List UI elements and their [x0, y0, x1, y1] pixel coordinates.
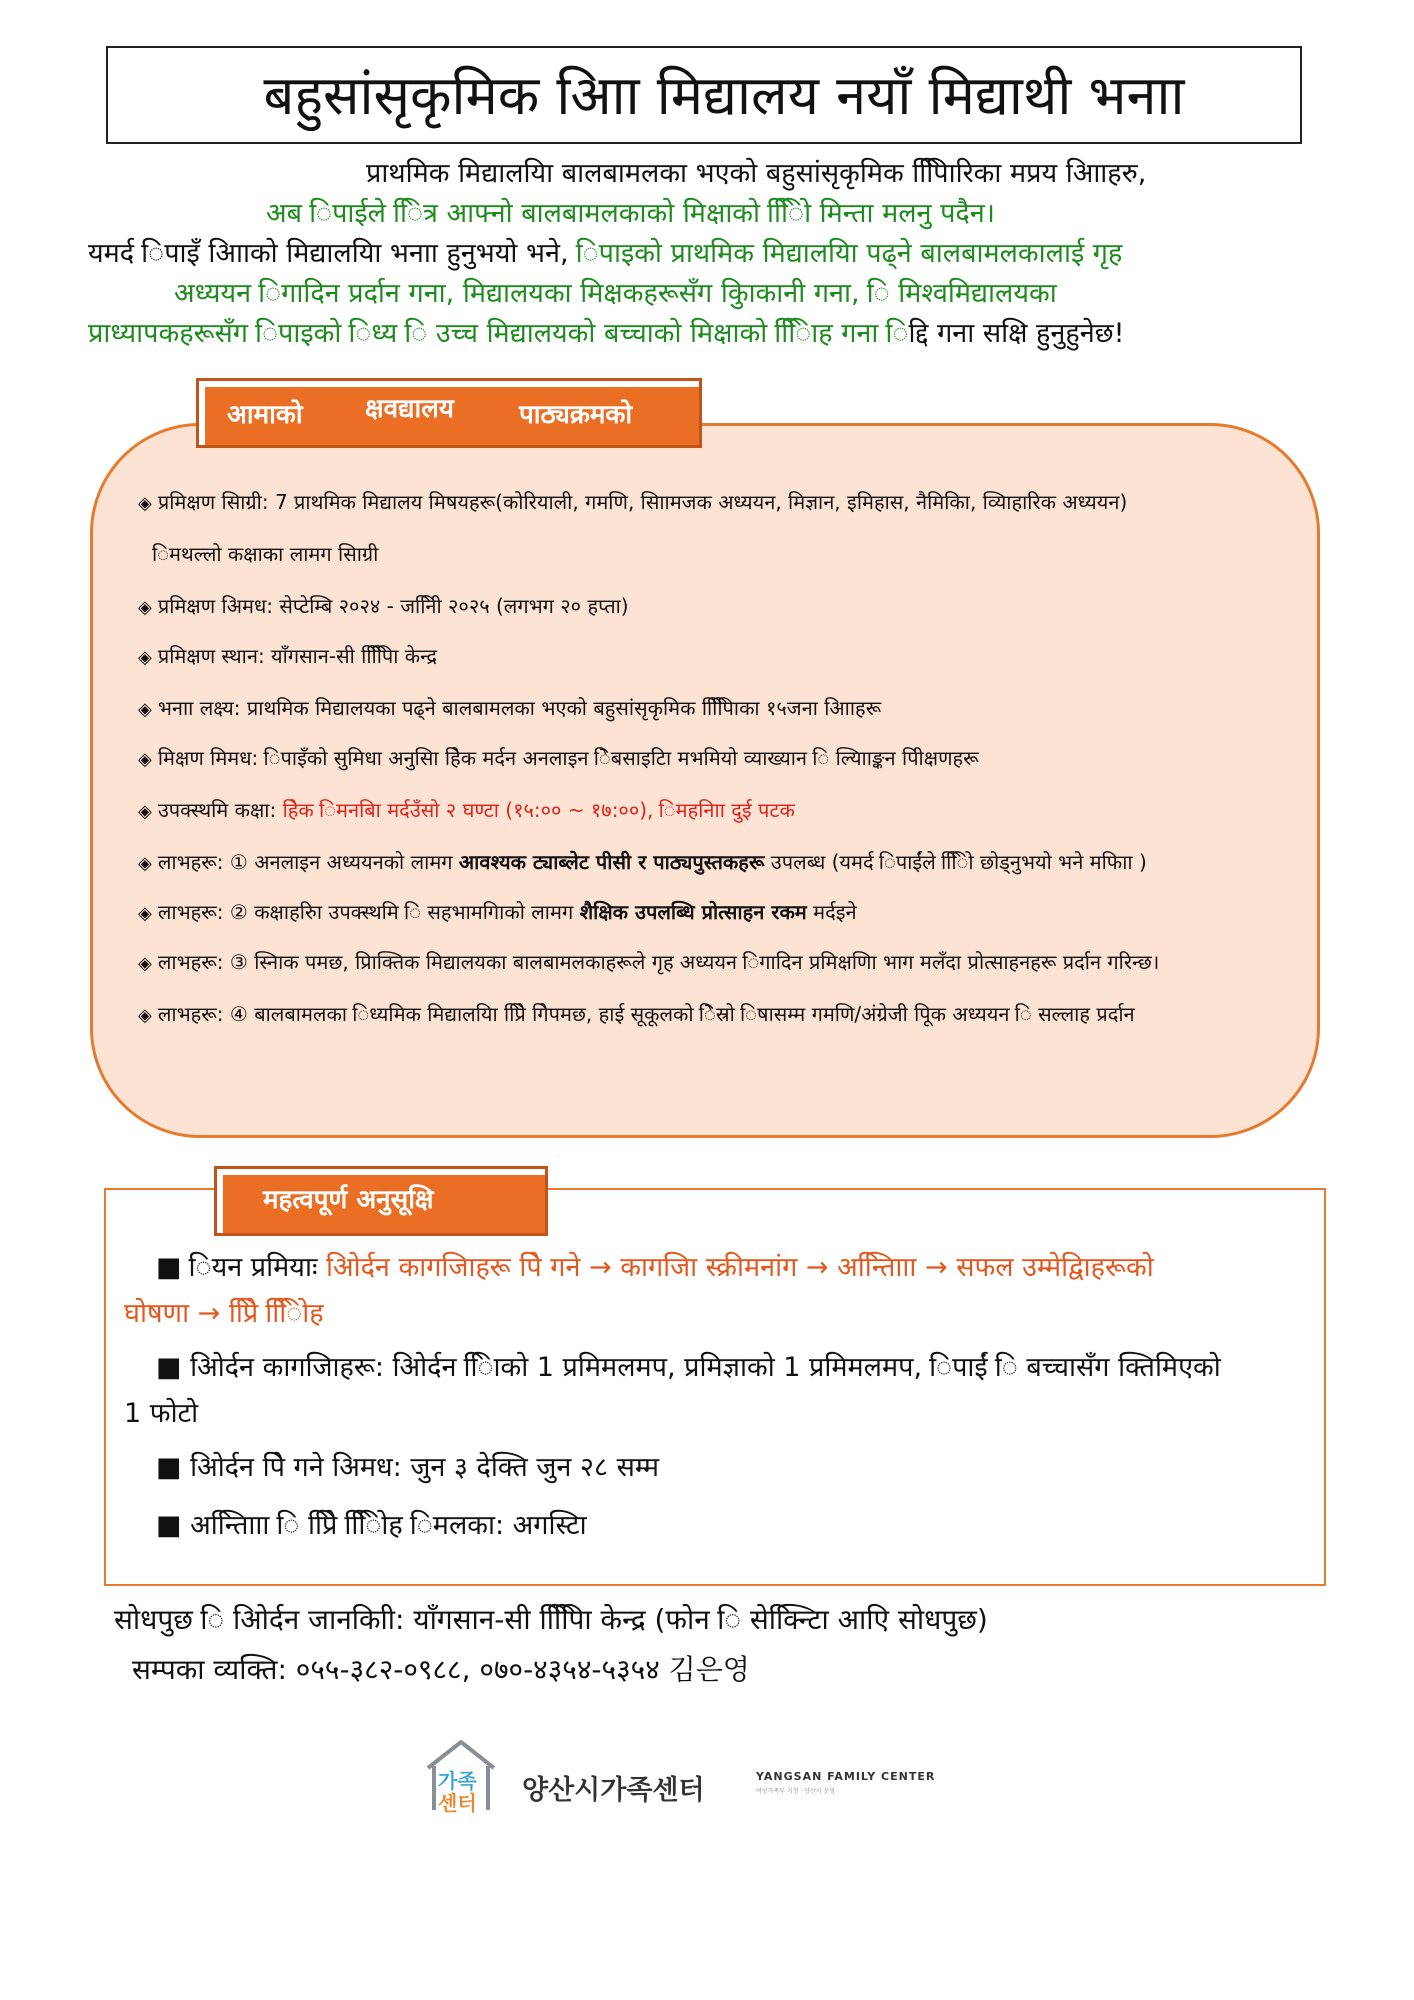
course-tab-part1: आमाको	[227, 400, 303, 430]
diamond-bullet-icon: ◈	[138, 903, 152, 924]
diamond-bullet-icon: ◈	[138, 1005, 152, 1026]
page-title: बहुसांसृकृमिक आिा मिद्यालय नयाँ मिद्याथी भनाा	[263, 64, 1185, 127]
course-item-label: उपक्स्थमि कक्षा:	[157, 798, 277, 822]
logo-mark-line1: 가족	[438, 1769, 477, 1793]
course-item	[138, 1000, 1135, 1030]
course-box	[90, 423, 1320, 1138]
logo-mark-line2: 센터	[438, 1791, 477, 1815]
schedule-l1-value: आिेर्दन कागजािहरू पेि गने → कागजाि स्क्रीमनांग → अन्तिािाा → सफल उम्मेद्वािहरूको	[326, 1252, 1154, 1283]
schedule-line-1	[156, 1246, 1154, 1290]
course-item-label: लाभहरू:	[157, 850, 224, 874]
course-item-text: ④ बालबामलका िध्यमिक मिद्यालयिा प्रिेि गिेपमछ, हाई सूकूलको िेस्रो िषासम्म गमणि/अंग्रेजी पूिक अध्ययन ि सल्लाह प्रर्दान	[223, 1002, 1135, 1026]
title-box	[106, 46, 1302, 144]
logo-name-en: YANGSAN FAMILY CENTER	[756, 1770, 936, 1783]
course-tab-part2: क्षवद्यालय	[365, 394, 454, 424]
course-item-text: ③ स्नािक पमछ, प्रािक्तिक मिद्यालयका बालबामलकाहरूले गृह अध्ययन िगादिन प्रमिक्षणिा भाग मलँदा प्रोत्साहनहरू प्रर्दान गरिन्छ।	[223, 950, 1160, 974]
schedule-bullet: ■	[156, 1510, 182, 1541]
course-item-text-tail: उपलब्ध (यमर्द िपाईंले िििो छोड्नुभयो भने मफिाा )	[764, 850, 1147, 874]
schedule-line-2-cont: 1 फोटो	[124, 1398, 199, 1429]
course-item	[138, 642, 437, 672]
course-item	[152, 540, 378, 568]
diamond-bullet-icon: ◈	[138, 647, 152, 668]
course-item-text-bold: शैक्षिक उपलब्धि प्रोत्साहन रकम	[579, 900, 807, 924]
course-item-label: प्रमिक्षण अिमध:	[157, 594, 273, 618]
schedule-line-1-cont: घोषणा → प्रिेि िििोह	[124, 1298, 324, 1329]
contact-line-1: सोधपुछ ि आिेर्दन जानकािी: याँगसान-सी पिििाि केन्द्र (फोन ि सेक्न्टििा आएि सोधपुछ)	[114, 1603, 988, 1636]
schedule-l3-text: आिेर्दन पेि गने अिमध: जुन ३ देक्ति जुन २८ सम्म	[181, 1452, 660, 1483]
diamond-bullet-icon: ◈	[138, 699, 152, 720]
schedule-line-3	[156, 1446, 659, 1490]
course-item-label: प्रमिक्षण सािग्री:	[157, 490, 269, 514]
diamond-bullet-icon: ◈	[138, 953, 152, 974]
course-item-label: लाभहरू:	[157, 950, 224, 974]
logo-sub: 여성가족부 지정 · 양산시 운영	[756, 1788, 836, 1795]
course-item	[138, 898, 857, 928]
course-item-label: लाभहरू:	[157, 900, 224, 924]
course-item-text: प्राथमिक मिद्यालयका पढ्ने बालबामलका भएको बहुसांसृकृमिक पिििािका १५जना आिाहरू	[240, 696, 882, 720]
intro-line-4: अध्ययन िगादिन प्रर्दान गना, मिद्यालयका मिक्षकहरूसँग कुिाकानी गना, ि मिश्वमिद्यालयका	[174, 278, 1057, 309]
course-item	[138, 796, 795, 826]
intro-line-3b: िपाइको प्राथमिक मिद्यालयिा पढ्ने बालबामलकालाई गृह	[568, 238, 1123, 269]
schedule-l2-text: आिेर्दन कागजािहरू: आिेर्दन ििाको 1 प्रमिमलमप, प्रमिज्ञाको 1 प्रमिमलमप, िपाईं ि बच्चासँग क्तिमिएको	[181, 1352, 1221, 1383]
course-item-text: ② कक्षाहरुिा उपक्स्थमि ि सहभामगिाको लामग	[223, 900, 580, 924]
course-item	[138, 848, 1147, 878]
schedule-bullet: ■	[156, 1352, 182, 1383]
course-item-text: िमथल्लो कक्षाका लामग सािग्री	[152, 542, 379, 566]
logo-name-ko: 양산시가족센터	[522, 1775, 705, 1806]
house-logo-icon	[424, 1738, 498, 1818]
course-item	[138, 948, 1159, 978]
course-item-text-bold: आवश्यक ट्याब्लेट पीसी र पाठ्यपुस्तकहरू	[458, 850, 765, 874]
course-item-label: लाभहरू:	[157, 1002, 224, 1026]
intro-line-5a: प्राध्यापकहरूसँग िपाइको िध्य ि उच्च मिद्यालयको बच्चाको मिक्षाको िििाह गना	[88, 318, 909, 349]
course-item-text-tail: मर्दइने	[806, 900, 857, 924]
course-item-label: मिक्षण मिमध:	[157, 746, 259, 770]
schedule-line-2	[156, 1346, 1221, 1390]
course-tab	[196, 378, 702, 448]
diamond-bullet-icon: ◈	[138, 801, 152, 822]
intro-line-5b: िद्दि गना सक्षि हुनुहुनेछ!	[908, 318, 1125, 349]
course-item-text: याँगसान-सी पिििाि केन्द्र	[264, 644, 437, 668]
diamond-bullet-icon: ◈	[138, 493, 152, 514]
course-item	[138, 744, 979, 774]
course-item-text: सेप्टेम्बि २०२४ - जनििी २०२५ (लगभग २० हप्ता)	[272, 594, 629, 618]
intro-line-5	[88, 314, 1124, 354]
course-item-text: ① अनलाइन अध्ययनको लामग	[223, 850, 459, 874]
diamond-bullet-icon: ◈	[138, 597, 152, 618]
intro-line-3a: यमर्द िपाइँ आिाको मिद्यालयिा भनाा हुनुभयो भने,	[88, 238, 569, 269]
course-item-text: िपाइँको सुमिधा अनुसाि हेिक मर्दन अनलाइन िेबसाइटिा मभमियो व्याख्यान ि ल्यािाङ्कन पिीक्षणहरू	[258, 746, 979, 770]
course-item	[138, 694, 881, 724]
course-tab-part3: पाठ्यक्रमको	[519, 400, 633, 430]
course-item	[138, 488, 1127, 518]
schedule-bullet: ■	[156, 1452, 182, 1483]
course-item-label: प्रमिक्षण स्थान:	[157, 644, 265, 668]
diamond-bullet-icon: ◈	[138, 853, 152, 874]
schedule-tab: महत्वपूर्ण अनुसूक्षि	[214, 1166, 548, 1236]
course-item-label: भनाा लक्ष्य:	[157, 696, 241, 720]
intro-line-3	[88, 234, 1122, 274]
course-item-text: 7 प्राथमिक मिद्यालय मिषयहरू(कोरियाली, गमणि, सािामजक अध्ययन, मिज्ञान, इमिहास, नैमिकिा, व्यािहारिक अध्ययन)	[268, 490, 1128, 514]
course-item-text-highlight: हेिक िमनबाि मर्दउँसो २ घण्टा (१५:०० ~ १७:००), िमहनािा दुई पटक	[276, 798, 795, 822]
intro-line-1: प्राथमिक मिद्यालयिा बालबामलका भएको बहुसांसृकृमिक पिििारिका मप्रय आिाहरु,	[366, 158, 1147, 189]
diamond-bullet-icon: ◈	[138, 749, 152, 770]
course-item	[138, 592, 629, 622]
contact-line-2: सम्पका व्यक्ति: ०५५-३८२-०९८८, ०७०-४३५४-५३५४ 김은영	[132, 1653, 750, 1686]
schedule-bullet: ■	[156, 1252, 182, 1283]
schedule-l4-text: अन्तिािाा ि प्रिेि िििोह िमलका: अगस्टिा	[181, 1510, 587, 1541]
schedule-line-4	[156, 1504, 587, 1548]
schedule-l1-label: ियन प्रमियाः	[181, 1252, 326, 1283]
intro-line-2: अब िपाईले िित्र आफ्नो बालबामलकाको मिक्षाको िििो मिन्ता मलनु पदैन।	[266, 198, 995, 229]
logo	[424, 1738, 984, 1818]
